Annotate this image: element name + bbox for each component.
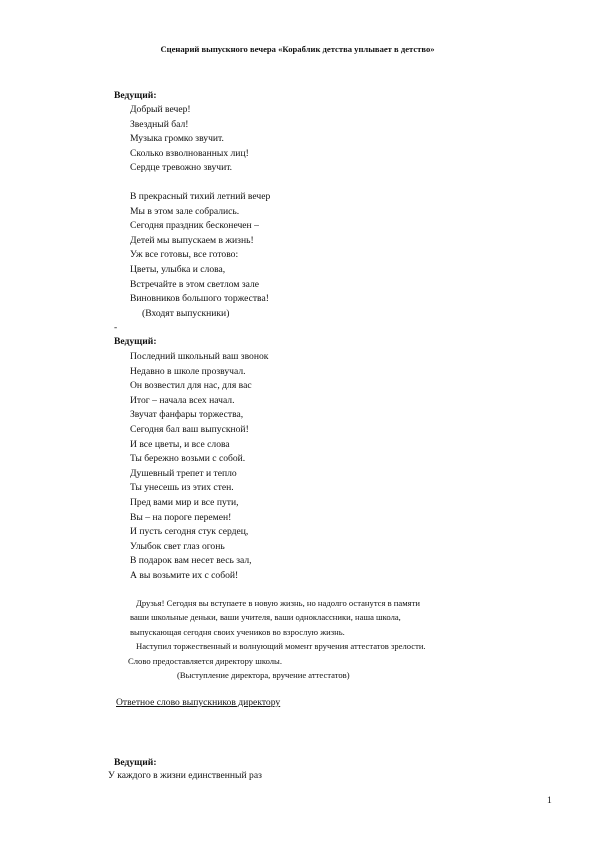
stanza3-line: Ты унесешь из этих стен. xyxy=(130,482,234,494)
prose-line: Друзья! Сегодня вы вступаете в новую жизнь, но надолго останутся в памяти xyxy=(136,598,420,608)
stanza3-line: Звучат фанфары торжества, xyxy=(130,409,244,421)
stanza2-line: Мы в этом зале собрались. xyxy=(130,205,240,217)
speaker-label-2: Ведущий: xyxy=(114,336,157,347)
stanza3-line: Пред вами мир и все пути, xyxy=(130,496,239,508)
stanza1-line: Сердце тревожно звучит. xyxy=(130,162,233,174)
stanza1-line: Добрый вечер! xyxy=(130,104,191,115)
stanza2-line: Виновников большого торжества! xyxy=(130,293,269,305)
stanza3-line: Последний школьный ваш звонок xyxy=(130,351,269,362)
stanza3-line: В подарок вам несет весь зал, xyxy=(130,555,252,567)
stanza3-line: Сегодня бал ваш выпускной! xyxy=(130,423,249,435)
stanza3-line: Он возвестил для нас, для вас xyxy=(130,380,252,392)
stanza3-line: Ты бережно возьми с собой. xyxy=(130,453,246,465)
page-number: 1 xyxy=(547,795,552,806)
prose-line: Слово предоставляется директору школы. xyxy=(128,655,282,666)
prose-block xyxy=(120,596,426,682)
closing-line: У каждого в жизни единственный раз xyxy=(108,770,262,781)
stanza3-line: Вы – на пороге перемен! xyxy=(130,511,232,523)
speaker-label-3: Ведущий: xyxy=(114,757,157,768)
stanza1-line: Музыка громко звучит. xyxy=(130,133,224,145)
stanza3-line: И все цветы, и все слова xyxy=(130,438,230,450)
stanza3-line: Душевный трепет и тепло xyxy=(130,467,237,479)
prose-line: Наступил торжественный и волнующий момент вручения аттестатов зрелости. xyxy=(136,641,426,652)
stanza3-line: Итог – начала всех начал. xyxy=(130,394,235,406)
stanza3-line: Улыбок свет глаз огонь xyxy=(130,540,225,552)
prose-line: (Выступление директора, вручение аттестатов) xyxy=(177,670,350,681)
prose-line: выпускающая сегодня своих учеников во взрослую жизнь. xyxy=(130,626,345,637)
stanza1-line: Звездный бал! xyxy=(130,118,189,130)
stanza2-line: В прекрасный тихий летний вечер xyxy=(130,191,271,202)
speaker-label-1: Ведущий: xyxy=(114,90,157,101)
stanza2-line: (Входят выпускники) xyxy=(142,307,230,319)
stanza3-line: А вы возьмите их с собой! xyxy=(130,569,239,581)
separator-dash: - xyxy=(114,322,118,333)
stanza3-line: Недавно в школе прозвучал. xyxy=(130,365,246,377)
stanza3-line: И пусть сегодня стук сердец, xyxy=(130,526,249,538)
stanza2-line: Встречайте в этом светлом зале xyxy=(130,278,260,290)
stanza2-line: Детей мы выпускаем в жизнь! xyxy=(130,234,254,246)
reply-heading: Ответное слово выпускников директору xyxy=(116,697,281,708)
stanza1-line: Сколько взволнованных лиц! xyxy=(130,147,249,159)
stanza2-line: Цветы, улыбка и слова, xyxy=(130,263,226,275)
document-title: Сценарий выпускного вечера «Кораблик детства уплывает в детство» xyxy=(160,44,435,54)
stanza-3 xyxy=(130,350,268,584)
stanza-2 xyxy=(130,190,270,321)
stanza2-line: Уж все готовы, все готово: xyxy=(130,249,239,261)
stanza2-line: Сегодня праздник бесконечен – xyxy=(130,220,259,232)
prose-line: ваши школьные деньки, ваши учителя, ваши одноклассники, наша школа, xyxy=(130,612,401,623)
stanza-1 xyxy=(130,103,249,176)
